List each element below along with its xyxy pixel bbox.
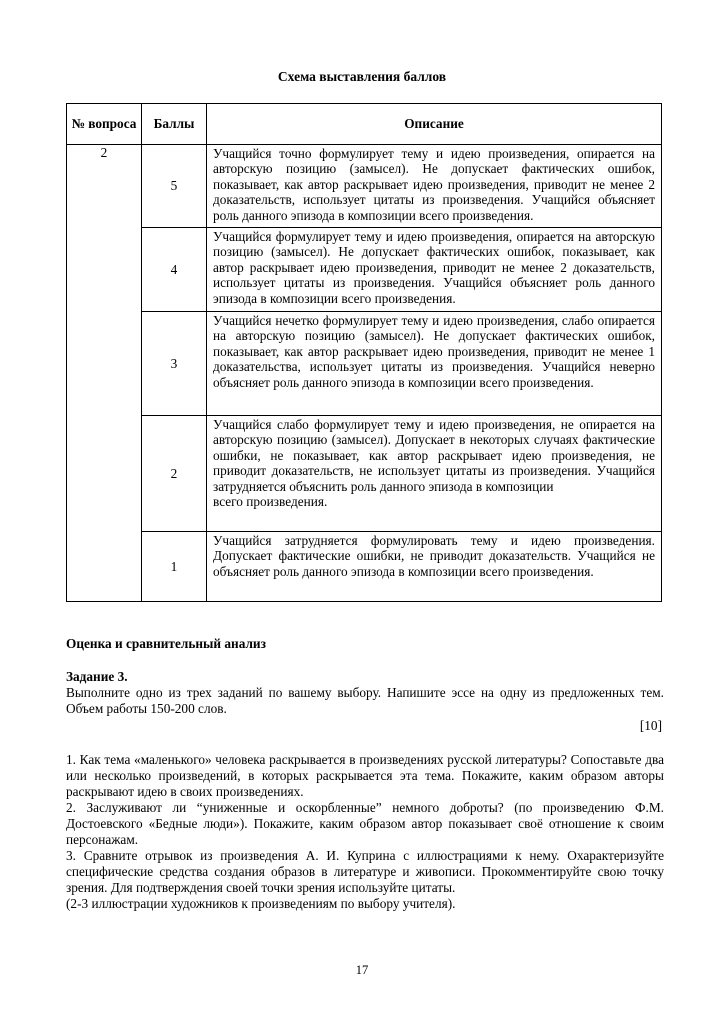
description-cell: Учащийся затрудняется формулировать тему и идею произведения. Допускает фактические ошибки, не приводит доказательств. Учащийся не объясняет роль данного эпизода в композиции всего произведения. [207, 532, 662, 602]
page-number: 17 [355, 963, 369, 977]
header-description: Описание [207, 104, 662, 145]
points-value: [10] [639, 718, 662, 733]
table-row [67, 228, 662, 312]
list-item: 2. Заслуживают ли “униженные и оскорбленные” немного доброты? (по произведению Ф.М. Достоевского «Бедные люди»). Покажите, каким образом автор показывает своё отношение к своим персонажам. [66, 800, 664, 847]
header-score: Баллы [142, 104, 207, 145]
question-number-cell: 2 [67, 145, 142, 602]
score-cell: 1 [142, 532, 207, 602]
description-text-tail: всего произведения. [213, 494, 328, 510]
table-row [67, 145, 662, 228]
list-item: 1. Как тема «маленького» человека раскрывается в произведениях русской литературы? Сопоставьте два или несколько произведений, в которых раскрывается эта тема. Покажите, каким образом авторы раскрывают идею в своих произведениях. [66, 752, 664, 799]
score-cell: 3 [142, 312, 207, 416]
table-row [67, 416, 662, 532]
task-instruction: Выполните одно из трех заданий по вашему выбору. Напишите эссе на одну из предложенных тем. Объем работы 150-200 слов. [66, 685, 664, 716]
section-heading: Оценка и сравнительный анализ [66, 636, 266, 651]
page-title: Схема выставления баллов [277, 69, 447, 84]
list-item: 3. Сравните отрывок из произведения А. И. Куприна с иллюстрациями к нему. Охарактеризуйте специфические средства создания образов в литературе и живописи. Прокомментируйте свою точку зрения. Для подтверждения своей точки зрения используйте цитаты. [66, 848, 664, 895]
score-cell: 5 [142, 145, 207, 228]
table-row [67, 532, 662, 602]
description-text: Учащийся слабо формулирует тему и идею произведения, не опирается на авторскую позицию (замысел). Допускает в некоторых случаях фактические ошибки, не показывает, как автор раскрывает идею произведения, не приводит доказательств, не использует цитаты из произведения. Учащийся затрудняется объяснить роль данного эпизода в композиции [213, 417, 655, 494]
table-header-row [67, 104, 662, 145]
description-cell: Учащийся точно формулирует тему и идею произведения, опирается на авторскую позицию (замысел). Не допускает фактических ошибок, показывает, как автор раскрывает идею произведения, приводит не менее 2 доказательств, использует цитаты из произведения. Учащийся объясняет роль данного эпизода в композиции всего произведения. [207, 145, 662, 228]
description-cell: Учащийся формулирует тему и идею произведения, опирается на авторскую позицию (замысел). Не допускает фактических ошибок, показывает, как автор раскрывает идею произведения, приводит не менее 2 доказательств, использует цитаты из произведения. Учащийся объясняет роль данного эпизода в композиции всего произведения. [207, 228, 662, 312]
task-heading: Задание 3. [66, 669, 128, 684]
header-question-number: № вопроса [67, 104, 142, 145]
topics-list [66, 752, 664, 912]
description-cell: Учащийся нечетко формулирует тему и идею произведения, слабо опирается на авторскую позицию (замысел). Не допускает фактических ошибок, показывает, как автор раскрывает идею произведения, приводит не менее 1 доказательства, использует цитаты из произведения. Учащийся неверно объясняет роль данного эпизода в композиции всего произведения. [207, 312, 662, 416]
score-cell: 4 [142, 228, 207, 312]
description-cell [207, 416, 662, 532]
score-cell: 2 [142, 416, 207, 532]
table-row [67, 312, 662, 416]
scoring-table [66, 103, 662, 602]
list-item: (2-3 иллюстрации художников к произведениям по выбору учителя). [66, 896, 456, 911]
